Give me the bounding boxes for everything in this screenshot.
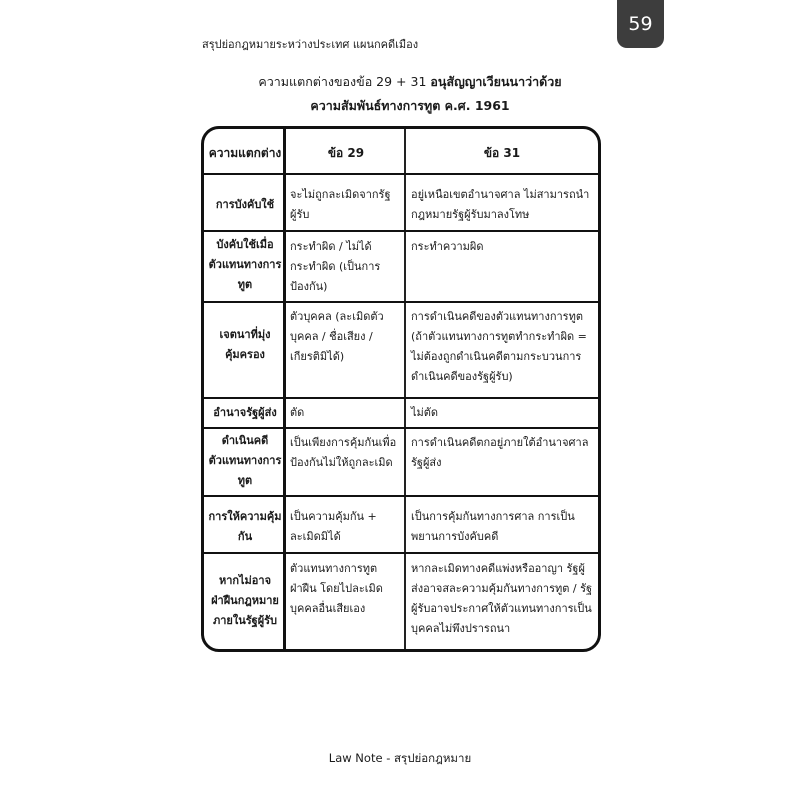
- row-label-granting-immunity: การให้ความคุ้มกัน: [208, 510, 282, 543]
- row-divider: [204, 427, 598, 429]
- row-divider: [204, 230, 598, 232]
- column-divider-2: [404, 129, 406, 649]
- page-footer: Law Note - สรุปย่อกฎหมาย: [328, 751, 472, 765]
- row-art31-violation: หากละเมิดทางคดีแพ่งหรืออาญา รัฐผู้ส่งอาจสละความคุ้มกันทางการทูต / รัฐผู้รับอาจประกาศให้ตัวแทนทางการเป็นบุคคลไม่พึงปรารถนา: [411, 562, 593, 635]
- row-art31-granting-immunity: เป็นการคุ้มกันทางการศาล การเป็นพยานการบังคับคดี: [411, 510, 575, 543]
- row-label-sending-state-power: อำนาจรัฐผู้ส่ง: [213, 406, 277, 419]
- row-art31-sending-state-power: ไม่ตัด: [411, 406, 439, 419]
- running-head: สรุปย่อกฎหมายระหว่างประเทศ แผนกคดีเมือง: [202, 38, 419, 51]
- row-art31-prosecution: การดำเนินคดีตกอยู่ภายใต้อำนาจศาลรัฐผู้ส่ง: [411, 436, 589, 469]
- row-art31-protection-intent: การดำเนินคดีของตัวแทนทางการทูต (ถ้าตัวแทนทางการทูตทำกระทำผิด = ไม่ต้องถูกดำเนินคดีตามกระบวนการดำเนินคดีของรัฐผู้รับ): [411, 310, 587, 383]
- row-art31-enforcement: อยู่เหนือเขตอำนาจศาล ไม่สามารถนำกฎหมายรัฐผู้รับมาลงโทษ: [411, 188, 590, 221]
- comparison-table: [201, 126, 601, 652]
- row-label-protection-intent: เจตนาที่มุ่งคุ้มครอง: [219, 328, 271, 361]
- row-art29-applies-when: กระทำผิด / ไม่ได้กระทำผิด (เป็นการป้องกัน): [290, 240, 381, 293]
- row-art29-violation: ตัวแทนทางการทูตฝ่าฝืน โดยไปละเมิดบุคคลอื่นเสียเอง: [290, 562, 383, 615]
- title-bold-part: อนุสัญญาเวียนนาว่าด้วย: [430, 74, 562, 89]
- page-number-badge: 59: [617, 0, 664, 48]
- row-art29-protection-intent: ตัวบุคคล (ละเมิดตัวบุคคล / ชื่อเสียง / เกียรติมิได้): [290, 310, 384, 363]
- row-divider: [204, 397, 598, 399]
- row-label-enforcement: การบังคับใช้: [215, 198, 275, 211]
- table-title-line-1: [200, 72, 620, 92]
- row-label-violation: หากไม่อาจฝ่าฝืนกฎหมายภายในรัฐผู้รับ: [211, 574, 279, 627]
- row-divider: [204, 173, 598, 175]
- row-divider: [204, 495, 598, 497]
- table-title-line-2: ความสัมพันธ์ทางการทูต ค.ศ. 1961: [310, 98, 510, 113]
- header-article-31: ข้อ 31: [483, 146, 521, 160]
- row-art31-applies-when: กระทำความผิด: [411, 240, 484, 253]
- row-art29-enforcement: จะไม่ถูกละเมิดจากรัฐผู้รับ: [290, 188, 391, 221]
- row-label-prosecution: ดำเนินคดีตัวแทนทางการทูต: [208, 434, 282, 487]
- row-art29-granting-immunity: เป็นความคุ้มกัน + ละเมิดมิได้: [290, 510, 377, 543]
- row-art29-prosecution: เป็นเพียงการคุ้มกันเพื่อป้องกันไม่ให้ถูกละเมิด: [290, 436, 397, 469]
- row-divider: [204, 552, 598, 554]
- row-label-applies-when: บังคับใช้เมื่อตัวแทนทางการทูต: [208, 238, 282, 291]
- title-plain-part: ความแตกต่างของข้อ 29 + 31: [258, 74, 431, 89]
- header-difference: ความแตกต่าง: [208, 146, 282, 160]
- row-divider: [204, 301, 598, 303]
- header-article-29: ข้อ 29: [327, 146, 365, 160]
- row-art29-sending-state-power: ตัด: [290, 406, 305, 419]
